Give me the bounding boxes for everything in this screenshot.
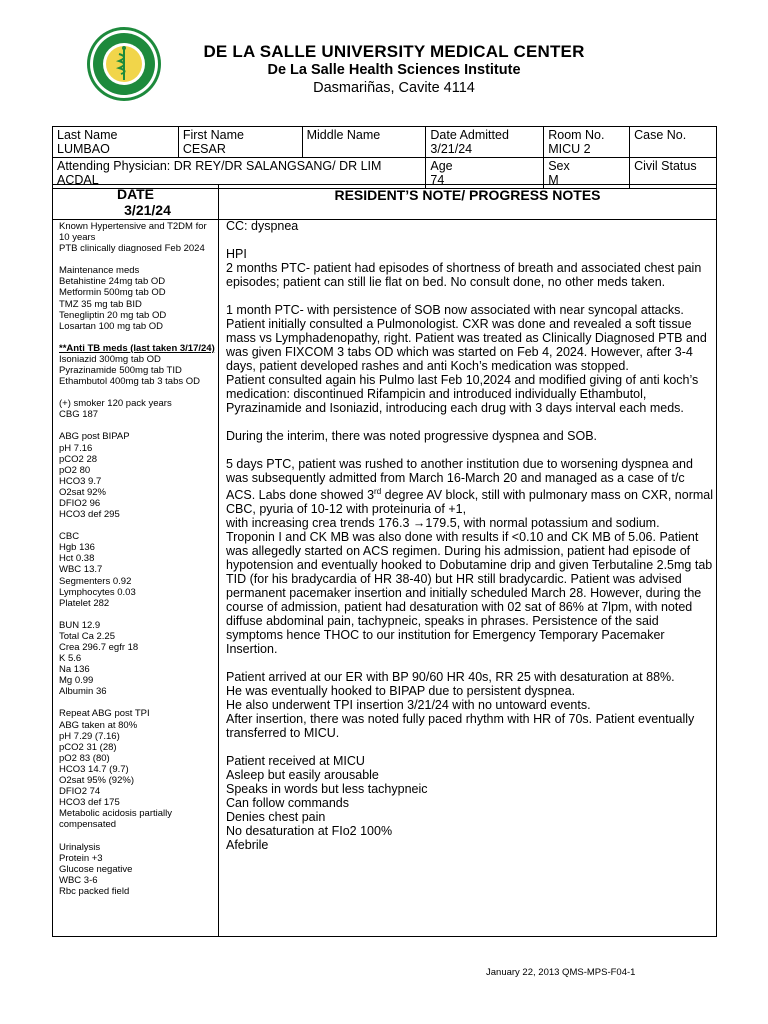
lab-line: Platelet 282 bbox=[59, 597, 110, 609]
form-footer: January 22, 2013 QMS-MPS-F04-1 bbox=[486, 967, 636, 978]
lab-line: CBG 187 bbox=[59, 409, 99, 421]
lab-line: Total Ca 2.25 bbox=[59, 630, 115, 642]
hpi-heading: HPI bbox=[226, 247, 247, 261]
civil-status-label: Civil Status bbox=[634, 159, 697, 173]
med-line: Betahistine 24mg tab OD bbox=[59, 276, 166, 288]
med-line: Pyrazinamide 500mg tab TID bbox=[59, 365, 182, 377]
middle-name-cell bbox=[302, 127, 426, 158]
med-line: Ethambutol 400mg tab 3 tabs OD bbox=[59, 376, 200, 388]
lab-line: pH 7.16 bbox=[59, 442, 93, 454]
note-text: 5 days PTC, patient was rushed to another institution due to worsening dyspnea and was subsequently admitted from March 16-March 20 and managed as a case of t/c ACS. Labs done showed 3 bbox=[226, 457, 693, 503]
med-line: Isoniazid 300mg tab OD bbox=[59, 353, 161, 365]
note-paragraph bbox=[226, 457, 714, 516]
lab-line: HCO3 def 295 bbox=[59, 509, 120, 521]
note-paragraph: Patient arrived at our ER with BP 90/60 HR 40s, RR 25 with desaturation at 88%. bbox=[226, 670, 675, 685]
sex-label: Sex bbox=[548, 159, 570, 173]
middle-name-label: Middle Name bbox=[306, 128, 381, 142]
lab-line: pCO2 31 (28) bbox=[59, 741, 117, 753]
note-paragraph: Patient consulted again his Pulmo last Feb 10,2024 and modified giving of anti koch’s medication: discontinued Rifampicin and introduced individually Ethambutol, Pyrazinamide and Isoniazid, introducing each drug with 3 days interval each meds. bbox=[226, 373, 699, 415]
note-line: Speaks in words but less tachypneic bbox=[226, 782, 428, 797]
superscript: rd bbox=[374, 487, 382, 496]
note-line: Denies chest pain bbox=[226, 810, 326, 825]
lab-line: pH 7.29 (7.16) bbox=[59, 730, 120, 742]
med-line: Metformin 500mg tab OD bbox=[59, 287, 166, 299]
note-paragraph: with increasing crea trends 176.3 →179.5, with normal potassium and sodium. bbox=[226, 516, 660, 531]
date-header-label: DATE bbox=[116, 186, 155, 202]
note-line: Asleep but easily arousable bbox=[226, 768, 379, 783]
lab-line: DFIO2 96 bbox=[59, 497, 101, 509]
lab-line: Mg 0.99 bbox=[59, 675, 94, 687]
lab-line: HCO3 14.7 (9.7) bbox=[59, 763, 129, 775]
last-name-value: LUMBAO bbox=[57, 142, 110, 156]
section-title: ABG post BIPAP bbox=[59, 431, 130, 443]
note-line: No desaturation at FIo2 100% bbox=[226, 824, 393, 839]
lab-line: pO2 80 bbox=[59, 464, 91, 476]
room-label: Room No. bbox=[548, 128, 605, 142]
lab-line: Glucose negative bbox=[59, 863, 133, 875]
history-line: Known Hypertensive and T2DM for 10 years bbox=[59, 221, 207, 244]
progress-note-body bbox=[226, 219, 714, 852]
physician-value: DR REY/DR SALANGSANG/ DR LIM bbox=[173, 159, 382, 173]
med-line: TMZ 35 mg tab BID bbox=[59, 298, 142, 310]
first-name-value: CESAR bbox=[182, 142, 226, 156]
note-paragraph: After insertion, there was noted fully paced rhythm with HR of 70s. Patient eventually transferred to MICU. bbox=[226, 712, 695, 741]
note-line: Afebrile bbox=[226, 838, 269, 853]
sex-value: M bbox=[548, 173, 559, 187]
lab-line: pO2 83 (80) bbox=[59, 752, 110, 764]
lab-line: HCO3 9.7 bbox=[59, 475, 102, 487]
institution-title: DE LA SALLE UNIVERSITY MEDICAL CENTER bbox=[203, 42, 585, 61]
history-line: (+) smoker 120 pack years bbox=[59, 398, 172, 410]
note-paragraph: 1 month PTC- with persistence of SOB now associated with near syncopal attacks. Patient initially consulted a Pulmonologist. CXR was done and revealed a soft tissue mass vs Lymphadenopathy, right. Patient was treated as Clinically Diagnosed PTB and was given FIXCOM 3 tabs OD which was started on Feb 4, 2024. However, after 3-4 days, patient developed rashes and anti Koch’s medication was stopped. bbox=[226, 303, 707, 373]
lab-line: Na 136 bbox=[59, 664, 90, 676]
notes-header: RESIDENT’S NOTE/ PROGRESS NOTES bbox=[334, 187, 601, 203]
case-cell bbox=[630, 127, 717, 158]
anti-tb-title: **Anti TB meds (last taken 3/17/24) bbox=[59, 342, 215, 354]
lab-line: pCO2 28 bbox=[59, 453, 98, 465]
room-value: MICU 2 bbox=[548, 142, 591, 156]
age-label: Age bbox=[430, 159, 453, 173]
lab-line: HCO3 def 175 bbox=[59, 797, 120, 809]
case-label: Case No. bbox=[634, 128, 687, 142]
physician-value-line2: ACDAL bbox=[57, 173, 99, 187]
lab-line: Albumin 36 bbox=[59, 686, 107, 698]
note-line: Patient received at MICU bbox=[226, 754, 365, 769]
column-divider bbox=[218, 185, 219, 936]
lab-line: ABG taken at 80% bbox=[59, 719, 138, 731]
date-admitted-value: 3/21/24 bbox=[430, 142, 473, 156]
lab-line: Protein +3 bbox=[59, 852, 103, 864]
lab-line: WBC 3-6 bbox=[59, 874, 98, 886]
last-name-label: Last Name bbox=[57, 128, 118, 142]
note-paragraph: Troponin I and CK MB was also done with results if <0.10 and CK MB of 5.06. Patient was allegedly started on ACS regimen. During his admission, patient had episode of hypotension and eventually hooked to Dobutamine drip and given Terbutaline 2.5mg tab TID (for his bradycardia of HR 38-40) but HR still bradycardic. Patient was advised permanent pacemaker insertion and initially scheduled March 28. However, during the course of admission, patient had desaturation with 02 sat of 86% at 7lpm, with noted diffuse abdominal pain, tachypneic, speaks in phrases. Persistence of the said symptoms hence THOC to our institution for Emergency Temporary Pacemaker Insertion. bbox=[226, 530, 713, 657]
section-title: Maintenance meds bbox=[59, 265, 140, 277]
lab-line: Hct 0.38 bbox=[59, 553, 95, 565]
lab-line: O2sat 92% bbox=[59, 486, 106, 498]
progress-notes-box bbox=[52, 184, 717, 937]
physician-label: Attending Physician: bbox=[57, 159, 171, 173]
lab-line: Hgb 136 bbox=[59, 542, 95, 554]
age-value: 74 bbox=[430, 173, 445, 187]
date-header-value: 3/21/24 bbox=[124, 202, 171, 218]
section-title: CBC bbox=[59, 531, 80, 543]
institution-address: Dasmariñas, Cavite 4114 bbox=[313, 80, 475, 96]
first-name-label: First Name bbox=[182, 128, 244, 142]
lab-line: BUN 12.9 bbox=[59, 619, 101, 631]
lab-summary-column bbox=[59, 221, 215, 897]
lab-line: DFIO2 74 bbox=[59, 786, 101, 798]
note-paragraph: 2 months PTC- patient had episodes of shortness of breath and associated chest pain episodes; patient can still lie flat on bed. No consult done, no other meds taken. bbox=[226, 261, 702, 289]
patient-info-table bbox=[52, 126, 717, 189]
room-cell bbox=[544, 127, 630, 158]
note-paragraph: During the interim, there was noted progressive dyspnea and SOB. bbox=[226, 429, 598, 443]
first-name-cell bbox=[178, 127, 302, 158]
lab-line: WBC 13.7 bbox=[59, 564, 103, 576]
date-admitted-label: Date Admitted bbox=[430, 128, 509, 142]
date-header bbox=[53, 186, 218, 218]
last-name-cell bbox=[53, 127, 179, 158]
lab-line: K 5.6 bbox=[59, 653, 82, 665]
note-paragraph: He was eventually hooked to BIPAP due to persistent dyspnea. bbox=[226, 684, 576, 699]
lab-line: Crea 296.7 egfr 18 bbox=[59, 642, 139, 653]
section-title: Urinalysis bbox=[59, 841, 101, 853]
institution-subtitle: De La Salle Health Sciences Institute bbox=[267, 62, 521, 78]
section-title: Repeat ABG post TPI bbox=[59, 708, 150, 720]
lab-line: Lymphocytes 0.03 bbox=[59, 586, 136, 598]
note-text: degree AV block, still with pulmonary mass on CXR, normal CBC, pyuria of 10-12 with proteinuria of +1, bbox=[226, 488, 714, 517]
med-line: Tenegliptin 20 mg tab OD bbox=[59, 309, 167, 321]
lab-line: Rbc packed field bbox=[59, 885, 130, 897]
note-line: Can follow commands bbox=[226, 796, 349, 811]
lab-line: Segmenters 0.92 bbox=[59, 575, 132, 587]
date-admitted-cell bbox=[426, 127, 544, 158]
history-line: PTB clinically diagnosed Feb 2024 bbox=[59, 243, 205, 255]
lab-line: Metabolic acidosis partially compensated bbox=[59, 808, 172, 831]
lab-line: O2sat 95% (92%) bbox=[59, 775, 134, 787]
med-line: Losartan 100 mg tab OD bbox=[59, 320, 164, 332]
chief-complaint: CC: dyspnea bbox=[226, 219, 299, 233]
note-paragraph: He also underwent TPI insertion 3/21/24 with no untoward events. bbox=[226, 698, 591, 713]
